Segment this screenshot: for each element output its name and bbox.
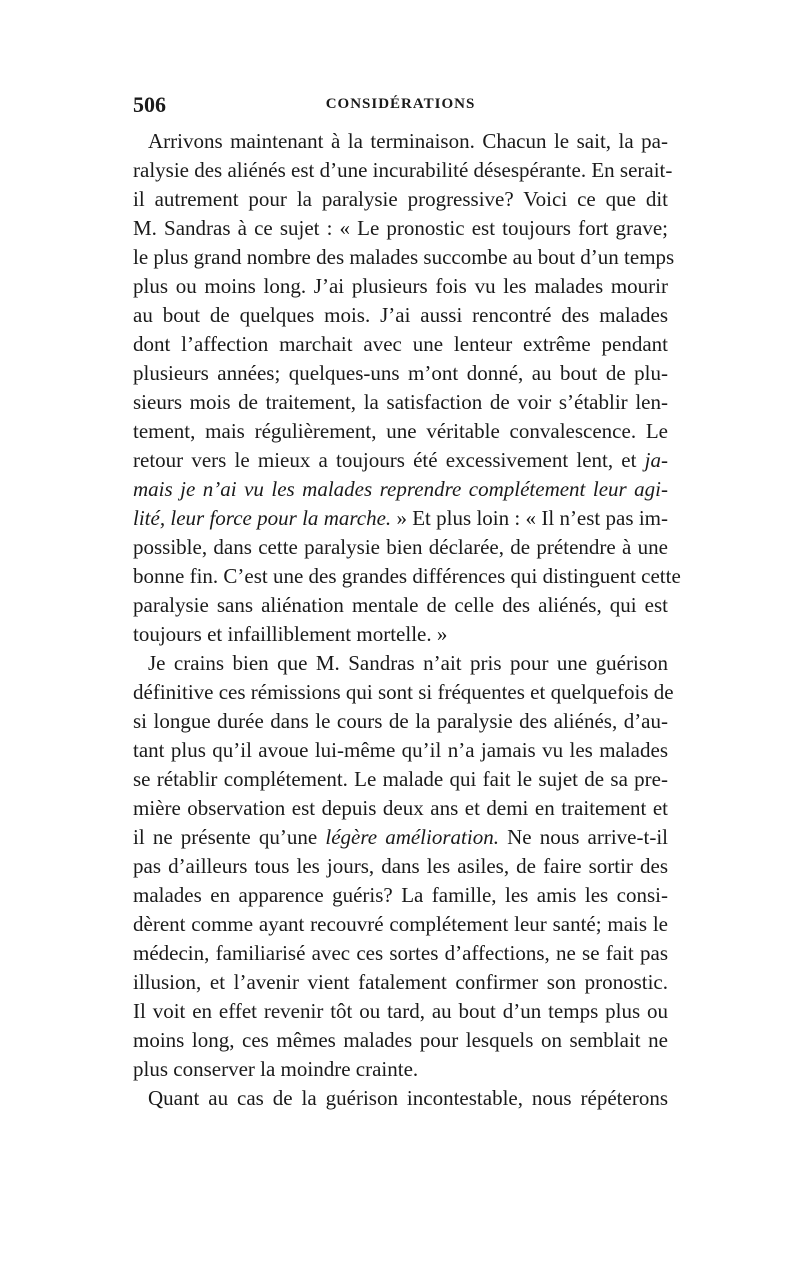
text-line: plus ou moins long. J’ai plusieurs fois vu les malades mourir [133, 274, 668, 298]
text-line: au bout de quelques mois. J’ai aussi rencontré des malades [133, 303, 668, 327]
text-line: dont l’affection marchait avec une lenteur extrême pendant [133, 332, 668, 356]
text-roman: retour vers le mieux a toujours été excessivement lent, et [133, 448, 645, 472]
running-title: CONSIDÉRATIONS [325, 96, 476, 112]
text-line: plusieurs années; quelques-uns m’ont donné, au bout de plu- [133, 361, 668, 385]
text-line: se rétablir complétement. Le malade qui fait le sujet de sa pre- [133, 767, 668, 791]
text-line: tant plus qu’il avoue lui-même qu’il n’a jamais vu les malades [133, 738, 668, 762]
running-head [133, 92, 668, 120]
text-line: le plus grand nombre des malades succombe au bout d’un temps [133, 245, 675, 269]
text-line: Quant au cas de la guérison incontestable, nous répéterons [148, 1086, 668, 1110]
text-line: définitive ces rémissions qui sont si fréquentes et quelquefois de [133, 680, 674, 704]
text-line: Je crains bien que M. Sandras n’ait pris pour une guérison [148, 651, 668, 675]
text-line [133, 445, 668, 475]
text-italic: légère amélioration. [325, 825, 499, 849]
text-roman: Ne nous arrive-t-il [498, 825, 668, 849]
text-line: toujours et infailliblement mortelle. » [133, 622, 448, 646]
text-line: plus conserver la moindre crainte. [133, 1057, 419, 1081]
text-line: tement, mais régulièrement, une véritable convalescence. Le [133, 419, 668, 443]
text-line: mière observation est depuis deux ans et demi en traitement et [133, 796, 668, 820]
text-line: Il voit en effet revenir tôt ou tard, au bout d’un temps plus ou [133, 999, 668, 1023]
text-line: ralysie des aliénés est d’une incurabilité désespérante. En serait- [133, 158, 673, 182]
text-line: Arrivons maintenant à la terminaison. Chacun le sait, la pa- [148, 129, 668, 153]
text-line: médecin, familiarisé avec ces sortes d’affections, ne se fait pas [133, 941, 668, 965]
text-line: il autrement pour la paralysie progressive? Voici ce que dit [133, 187, 668, 211]
text-line: M. Sandras à ce sujet : « Le pronostic est toujours fort grave; [133, 216, 668, 240]
text-italic: lité, leur force pour la marche. [133, 506, 392, 530]
text-roman: il ne présente qu’une [133, 825, 326, 849]
text-line [133, 503, 668, 533]
text-line [133, 474, 668, 504]
text-line: bonne fin. C’est une des grandes différences qui distinguent cette [133, 564, 681, 588]
text-italic: ja- [644, 448, 668, 472]
text-line: malades en apparence guéris? La famille, les amis les consi- [133, 883, 668, 907]
text-line: illusion, et l’avenir vient fatalement confirmer son pronostic. [133, 970, 668, 994]
text-roman: » Et plus loin : « Il n’est pas im- [391, 506, 668, 530]
text-line: pas d’ailleurs tous les jours, dans les asiles, de faire sortir des [133, 854, 668, 878]
text-line: paralysie sans aliénation mentale de celle des aliénés, qui est [133, 593, 668, 617]
page-number: 506 [133, 92, 166, 117]
text-line: sieurs mois de traitement, la satisfaction de voir s’établir len- [133, 390, 668, 414]
text-italic: mais je n’ai vu les malades reprendre complétement leur agi- [133, 477, 668, 501]
text-line: moins long, ces mêmes malades pour lesquels on semblait ne [133, 1028, 668, 1052]
text-line: possible, dans cette paralysie bien déclarée, de prétendre à une [133, 535, 668, 559]
text-line [133, 822, 668, 852]
text-line: si longue durée dans le cours de la paralysie des aliénés, d’au- [133, 709, 668, 733]
text-line: dèrent comme ayant recouvré complétement leur santé; mais le [133, 912, 668, 936]
